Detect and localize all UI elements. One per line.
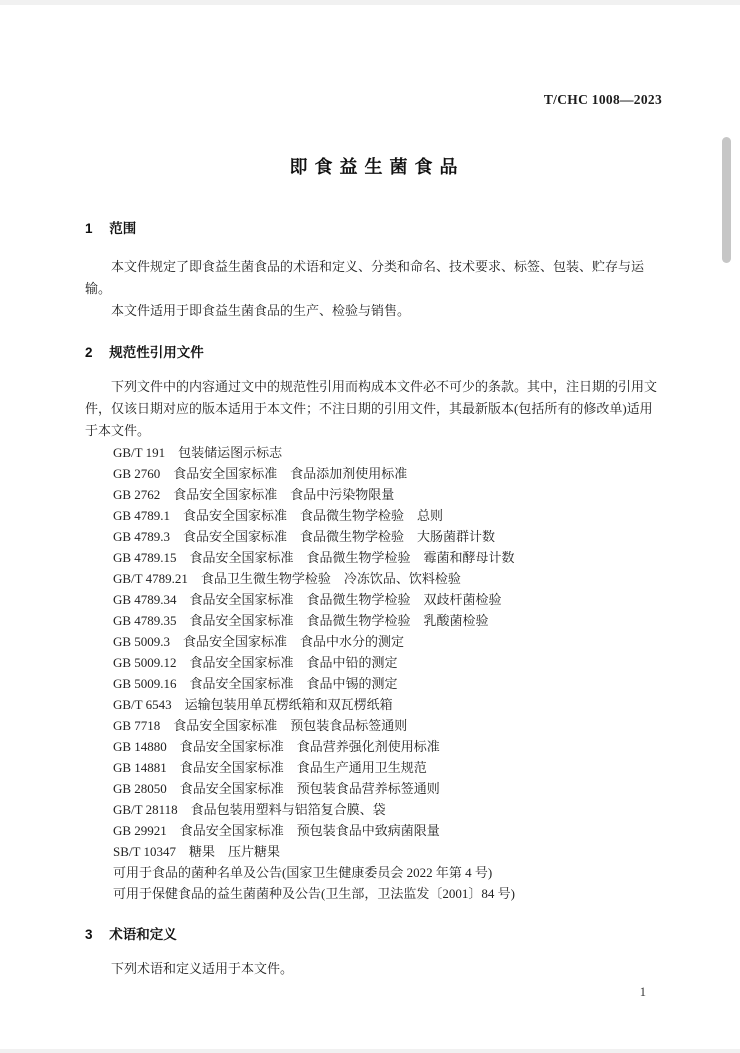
reference-item: GB 5009.12 食品安全国家标准 食品中铅的测定 xyxy=(113,655,398,670)
standard-code: T/CHC 1008—2023 xyxy=(543,92,662,107)
reference-item: GB 14880 食品安全国家标准 食品营养强化剂使用标准 xyxy=(113,739,440,754)
section-heading-scope xyxy=(85,220,662,238)
reference-item: GB 4789.35 食品安全国家标准 食品微生物学检验 乳酸菌检验 xyxy=(113,613,489,628)
reference-item: GB 7718 食品安全国家标准 预包装食品标签通则 xyxy=(113,718,408,733)
paragraph: 下列文件中的内容通过文中的规范性引用而构成本文件必不可少的条款。其中，注日期的引用文件，仅该日期对应的版本适用于本文件；不注日期的引用文件，其最新版本(包括所有的修改单)适用于本文件。 xyxy=(85,379,658,438)
reference-item: GB/T 28118 食品包装用塑料与铝箔复合膜、袋 xyxy=(113,802,386,817)
section-number: 2 xyxy=(85,345,93,360)
scrollbar-thumb[interactable] xyxy=(722,137,731,263)
section-body xyxy=(85,256,662,322)
reference-item: GB 2762 食品安全国家标准 食品中污染物限量 xyxy=(113,487,395,502)
paragraph: 下列术语和定义适用于本文件。 xyxy=(111,961,294,976)
page-number: 1 xyxy=(639,985,646,999)
reference-item: GB 4789.3 食品安全国家标准 食品微生物学检验 大肠菌群计数 xyxy=(113,529,496,544)
reference-item: GB 14881 食品安全国家标准 食品生产通用卫生规范 xyxy=(113,760,427,775)
reference-item: GB 4789.1 食品安全国家标准 食品微生物学检验 总则 xyxy=(113,508,444,523)
reference-item: GB 5009.3 食品安全国家标准 食品中水分的测定 xyxy=(113,634,405,649)
reference-item: GB/T 4789.21 食品卫生微生物学检验 冷冻饮品、饮料检验 xyxy=(113,571,461,586)
page-gap-bottom xyxy=(0,1049,740,1053)
section-scope xyxy=(85,220,662,322)
section-number: 3 xyxy=(85,927,93,942)
section-title: 规范性引用文件 xyxy=(109,345,204,360)
reference-item: SB/T 10347 糖果 压片糖果 xyxy=(113,844,280,859)
reference-list xyxy=(85,442,662,904)
reference-item: GB/T 191 包装储运图示标志 xyxy=(113,445,283,460)
section-title: 术语和定义 xyxy=(109,927,177,942)
section-number: 1 xyxy=(85,221,93,236)
section-body xyxy=(85,958,662,980)
section-terms-and-definitions xyxy=(85,926,662,980)
reference-item: GB 28050 食品安全国家标准 预包装食品营养标签通则 xyxy=(113,781,440,796)
reference-item: GB/T 6543 运输包装用单瓦楞纸箱和双瓦楞纸箱 xyxy=(113,697,393,712)
reference-item: GB 4789.34 食品安全国家标准 食品微生物学检验 双歧杆菌检验 xyxy=(113,592,502,607)
paragraph: 本文件规定了即食益生菌食品的术语和定义、分类和命名、技术要求、标签、包装、贮存与运输。 xyxy=(85,259,645,296)
section-title: 范围 xyxy=(109,221,137,236)
section-heading-normative-references xyxy=(85,344,662,362)
section-heading-terms xyxy=(85,926,662,944)
reference-item: 可用于食品的菌种名单及公告(国家卫生健康委员会 2022 年第 4 号) xyxy=(113,865,493,880)
document-page xyxy=(0,5,740,1049)
reference-item: GB 29921 食品安全国家标准 预包装食品中致病菌限量 xyxy=(113,823,440,838)
reference-item: 可用于保健食品的益生菌菌种及公告(卫生部，卫法监发〔2001〕84 号) xyxy=(113,886,515,901)
reference-item: GB 2760 食品安全国家标准 食品添加剂使用标准 xyxy=(113,466,408,481)
paragraph: 本文件适用于即食益生菌食品的生产、检验与销售。 xyxy=(111,303,411,318)
reference-item: GB 5009.16 食品安全国家标准 食品中锡的测定 xyxy=(113,676,398,691)
reference-item: GB 4789.15 食品安全国家标准 食品微生物学检验 霉菌和酵母计数 xyxy=(113,550,515,565)
document-title: 即食益生菌食品 xyxy=(289,157,465,177)
section-normative-references xyxy=(85,344,662,904)
section-body xyxy=(85,376,662,442)
